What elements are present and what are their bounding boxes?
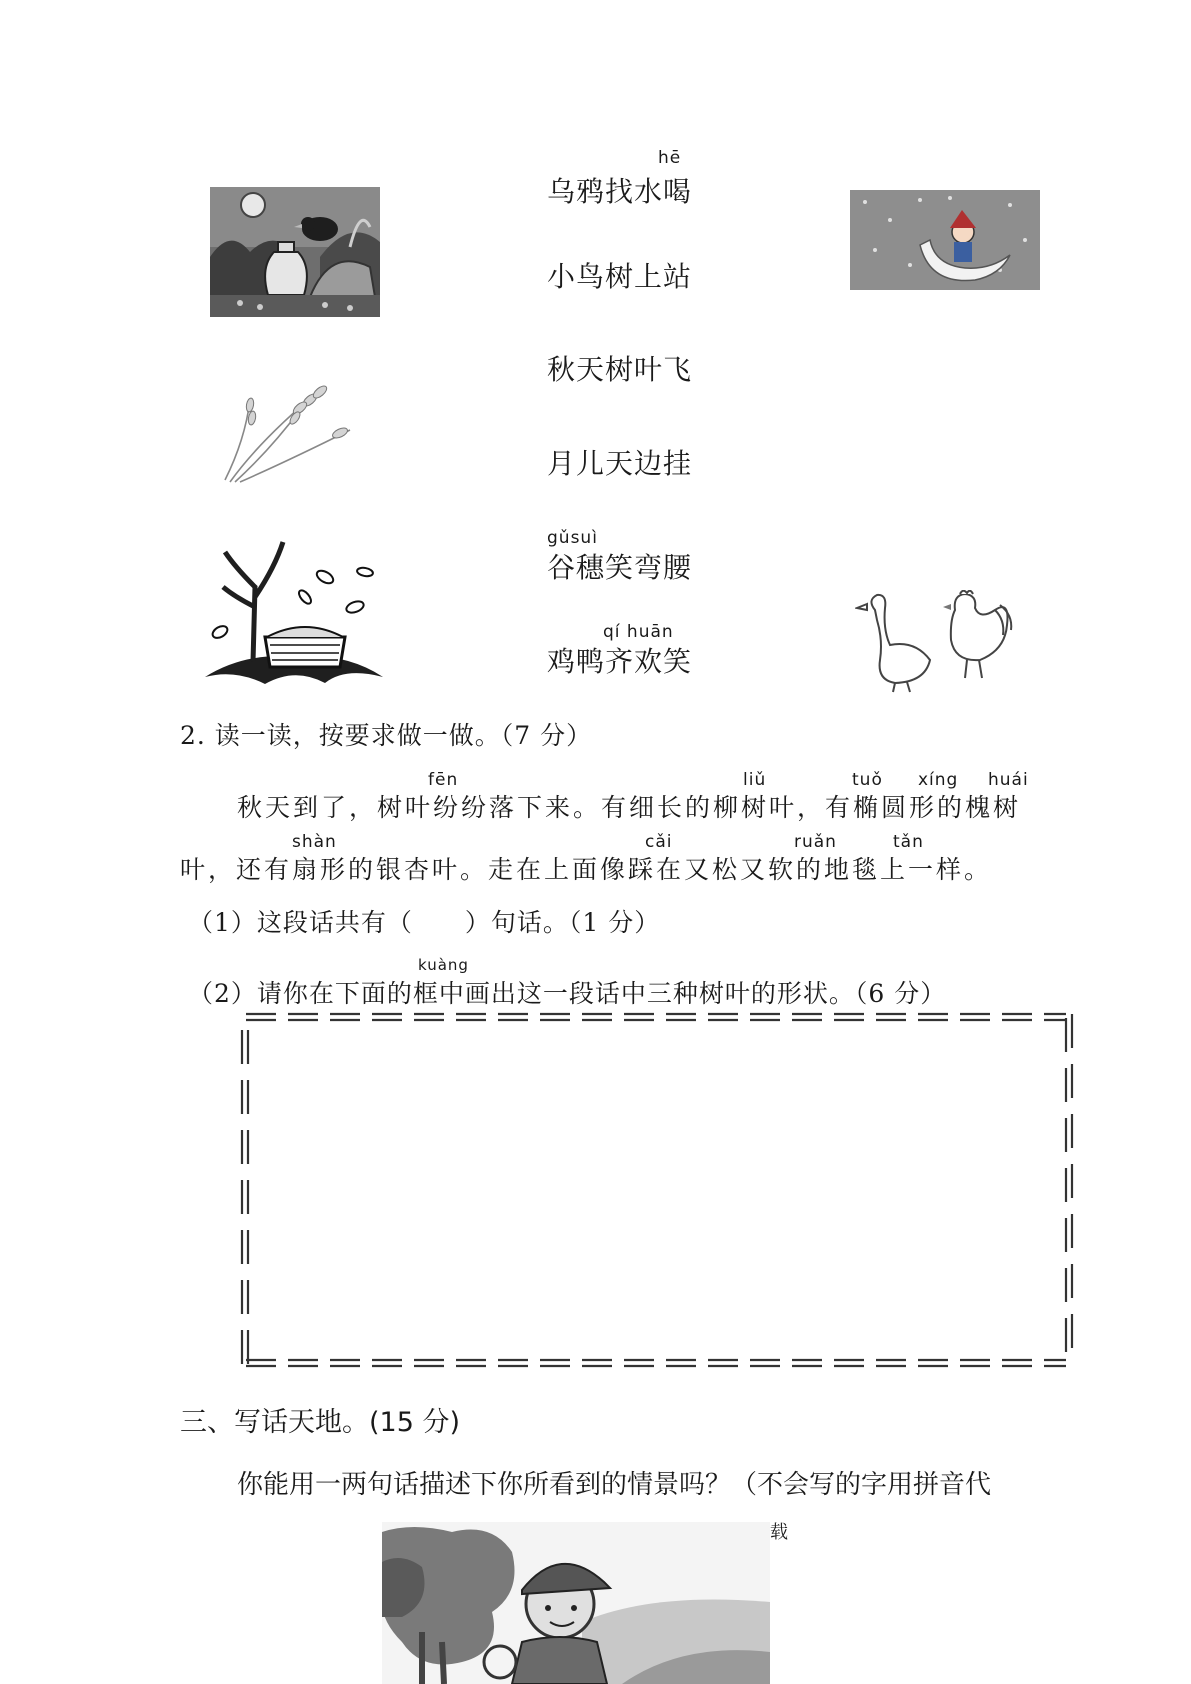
paragraph-line-2: 叶，还有扇形的银杏叶。走在上面像踩在又松又软的地毯上一样。 bbox=[180, 855, 993, 884]
match-line-4 bbox=[547, 442, 692, 482]
pinyin-he: hē bbox=[658, 148, 682, 168]
drawing-frame[interactable] bbox=[238, 1008, 1078, 1370]
moon-child-picture bbox=[850, 190, 1040, 290]
autumn-tree-picture bbox=[205, 527, 385, 687]
question-2-heading: 2. 读一读，按要求做一做。（7 分） bbox=[180, 721, 593, 750]
match-line-text: 鸡鸭齐欢笑 bbox=[547, 645, 693, 678]
paragraph-line-1: 秋天到了，树叶纷纷落下来。有细长的柳树叶，有椭圆形的槐树 bbox=[237, 793, 1022, 822]
pinyin-huai: huái bbox=[988, 770, 1029, 790]
match-line-text: 月儿天边挂 bbox=[547, 447, 693, 480]
pinyin-tuo: tuǒ bbox=[852, 770, 883, 790]
match-line-text: 小鸟树上站 bbox=[547, 260, 693, 293]
match-line-3 bbox=[547, 348, 692, 388]
sub-question-1: （1）这段话共有（ ）句话。（1 分） bbox=[188, 908, 661, 937]
match-line-1 bbox=[547, 170, 692, 210]
pinyin-shan: shàn bbox=[292, 832, 337, 852]
pinyin-qihuan: qí huān bbox=[603, 622, 674, 642]
sub-question-2: （2）请你在下面的框中画出这一段话中三种树叶的形状。（6 分） bbox=[188, 979, 947, 1008]
match-line-5 bbox=[547, 546, 692, 586]
section-3-prompt-tail: 载 bbox=[770, 1522, 788, 1543]
pinyin-xing: xíng bbox=[918, 770, 959, 790]
crow-vase-picture bbox=[210, 187, 380, 317]
match-line-text: 谷穗笑弯腰 bbox=[547, 551, 693, 584]
section-3-prompt: 你能用一两句话描述下你所看到的情景吗？（不会写的字用拼音代 bbox=[237, 1470, 992, 1500]
duck-rooster-picture bbox=[855, 590, 1015, 695]
pinyin-tan: tǎn bbox=[893, 832, 924, 852]
pinyin-kuang: kuàng bbox=[418, 956, 469, 974]
section-3-heading: 三、写话天地。(15 分) bbox=[180, 1407, 461, 1438]
match-line-6 bbox=[547, 640, 692, 680]
pinyin-ruan: ruǎn bbox=[794, 832, 837, 852]
pinyin-liu: liǔ bbox=[743, 770, 767, 790]
match-line-text: 秋天树叶飞 bbox=[547, 353, 693, 386]
wheat-picture bbox=[210, 370, 385, 485]
pinyin-gusui: gǔsuì bbox=[547, 528, 598, 548]
pinyin-cai: cǎi bbox=[645, 832, 673, 852]
pinyin-fen: fēn bbox=[428, 770, 459, 790]
match-line-text: 乌鸦找水喝 bbox=[547, 175, 693, 208]
boy-outdoor-picture bbox=[382, 1522, 770, 1684]
match-line-2 bbox=[547, 255, 692, 295]
